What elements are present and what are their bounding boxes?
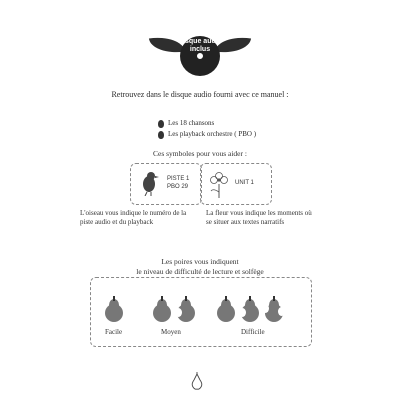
intro-text: Retrouvez dans le disque audio fourni avec ce manuel : <box>111 90 289 99</box>
disc-label-line1: Disque audio <box>178 38 222 45</box>
level-label-medium: Moyen <box>161 328 181 336</box>
track-label-line1: PISTE 1 <box>167 176 190 182</box>
difficulty-legend <box>90 277 312 347</box>
disc-label-line2: inclus <box>189 46 211 53</box>
bitten-pear-icon <box>241 296 259 322</box>
bird-symbol-frame <box>130 163 202 205</box>
level-label-hard: Difficile <box>241 328 265 336</box>
track-label-line2: PBO 29 <box>167 184 189 190</box>
contents-list <box>158 118 256 140</box>
bird-icon <box>139 170 159 196</box>
symbols-title: Ces symboles pour vous aider : <box>153 149 247 158</box>
list-item-label: Les 18 chansons <box>168 119 215 127</box>
list-item <box>158 129 256 140</box>
pear-icon <box>217 296 235 322</box>
pear-core-icon <box>265 296 283 322</box>
pear-bullet-icon <box>158 131 164 139</box>
bitten-pear-icon <box>177 296 195 322</box>
difficulty-title-line1: Les poires vous indiquent <box>161 257 239 266</box>
pear-ornament-icon <box>190 372 204 390</box>
bird-description: L'oiseau vous indique le numéro de la piste audio et du playback <box>80 209 187 226</box>
unit-label: UNIT 1 <box>235 180 254 186</box>
list-item <box>158 118 256 129</box>
list-item-label: Les playback orchestre ( PBO ) <box>168 130 257 138</box>
pear-icon <box>153 296 171 322</box>
pear-icon <box>105 296 123 322</box>
audio-disc-logo <box>150 14 250 94</box>
pear-bullet-icon <box>158 120 164 128</box>
disc-label <box>150 38 250 54</box>
flower-icon <box>207 170 231 198</box>
difficulty-title-line2: le niveau de difficulté de lecture et solfège <box>136 267 264 276</box>
track-label <box>167 175 189 191</box>
level-label-easy: Facile <box>105 328 123 336</box>
flower-symbol-frame <box>200 163 272 205</box>
flower-description: La fleur vous indique les moments où se situer aux textes narratifs <box>206 209 312 226</box>
difficulty-title <box>120 257 280 277</box>
